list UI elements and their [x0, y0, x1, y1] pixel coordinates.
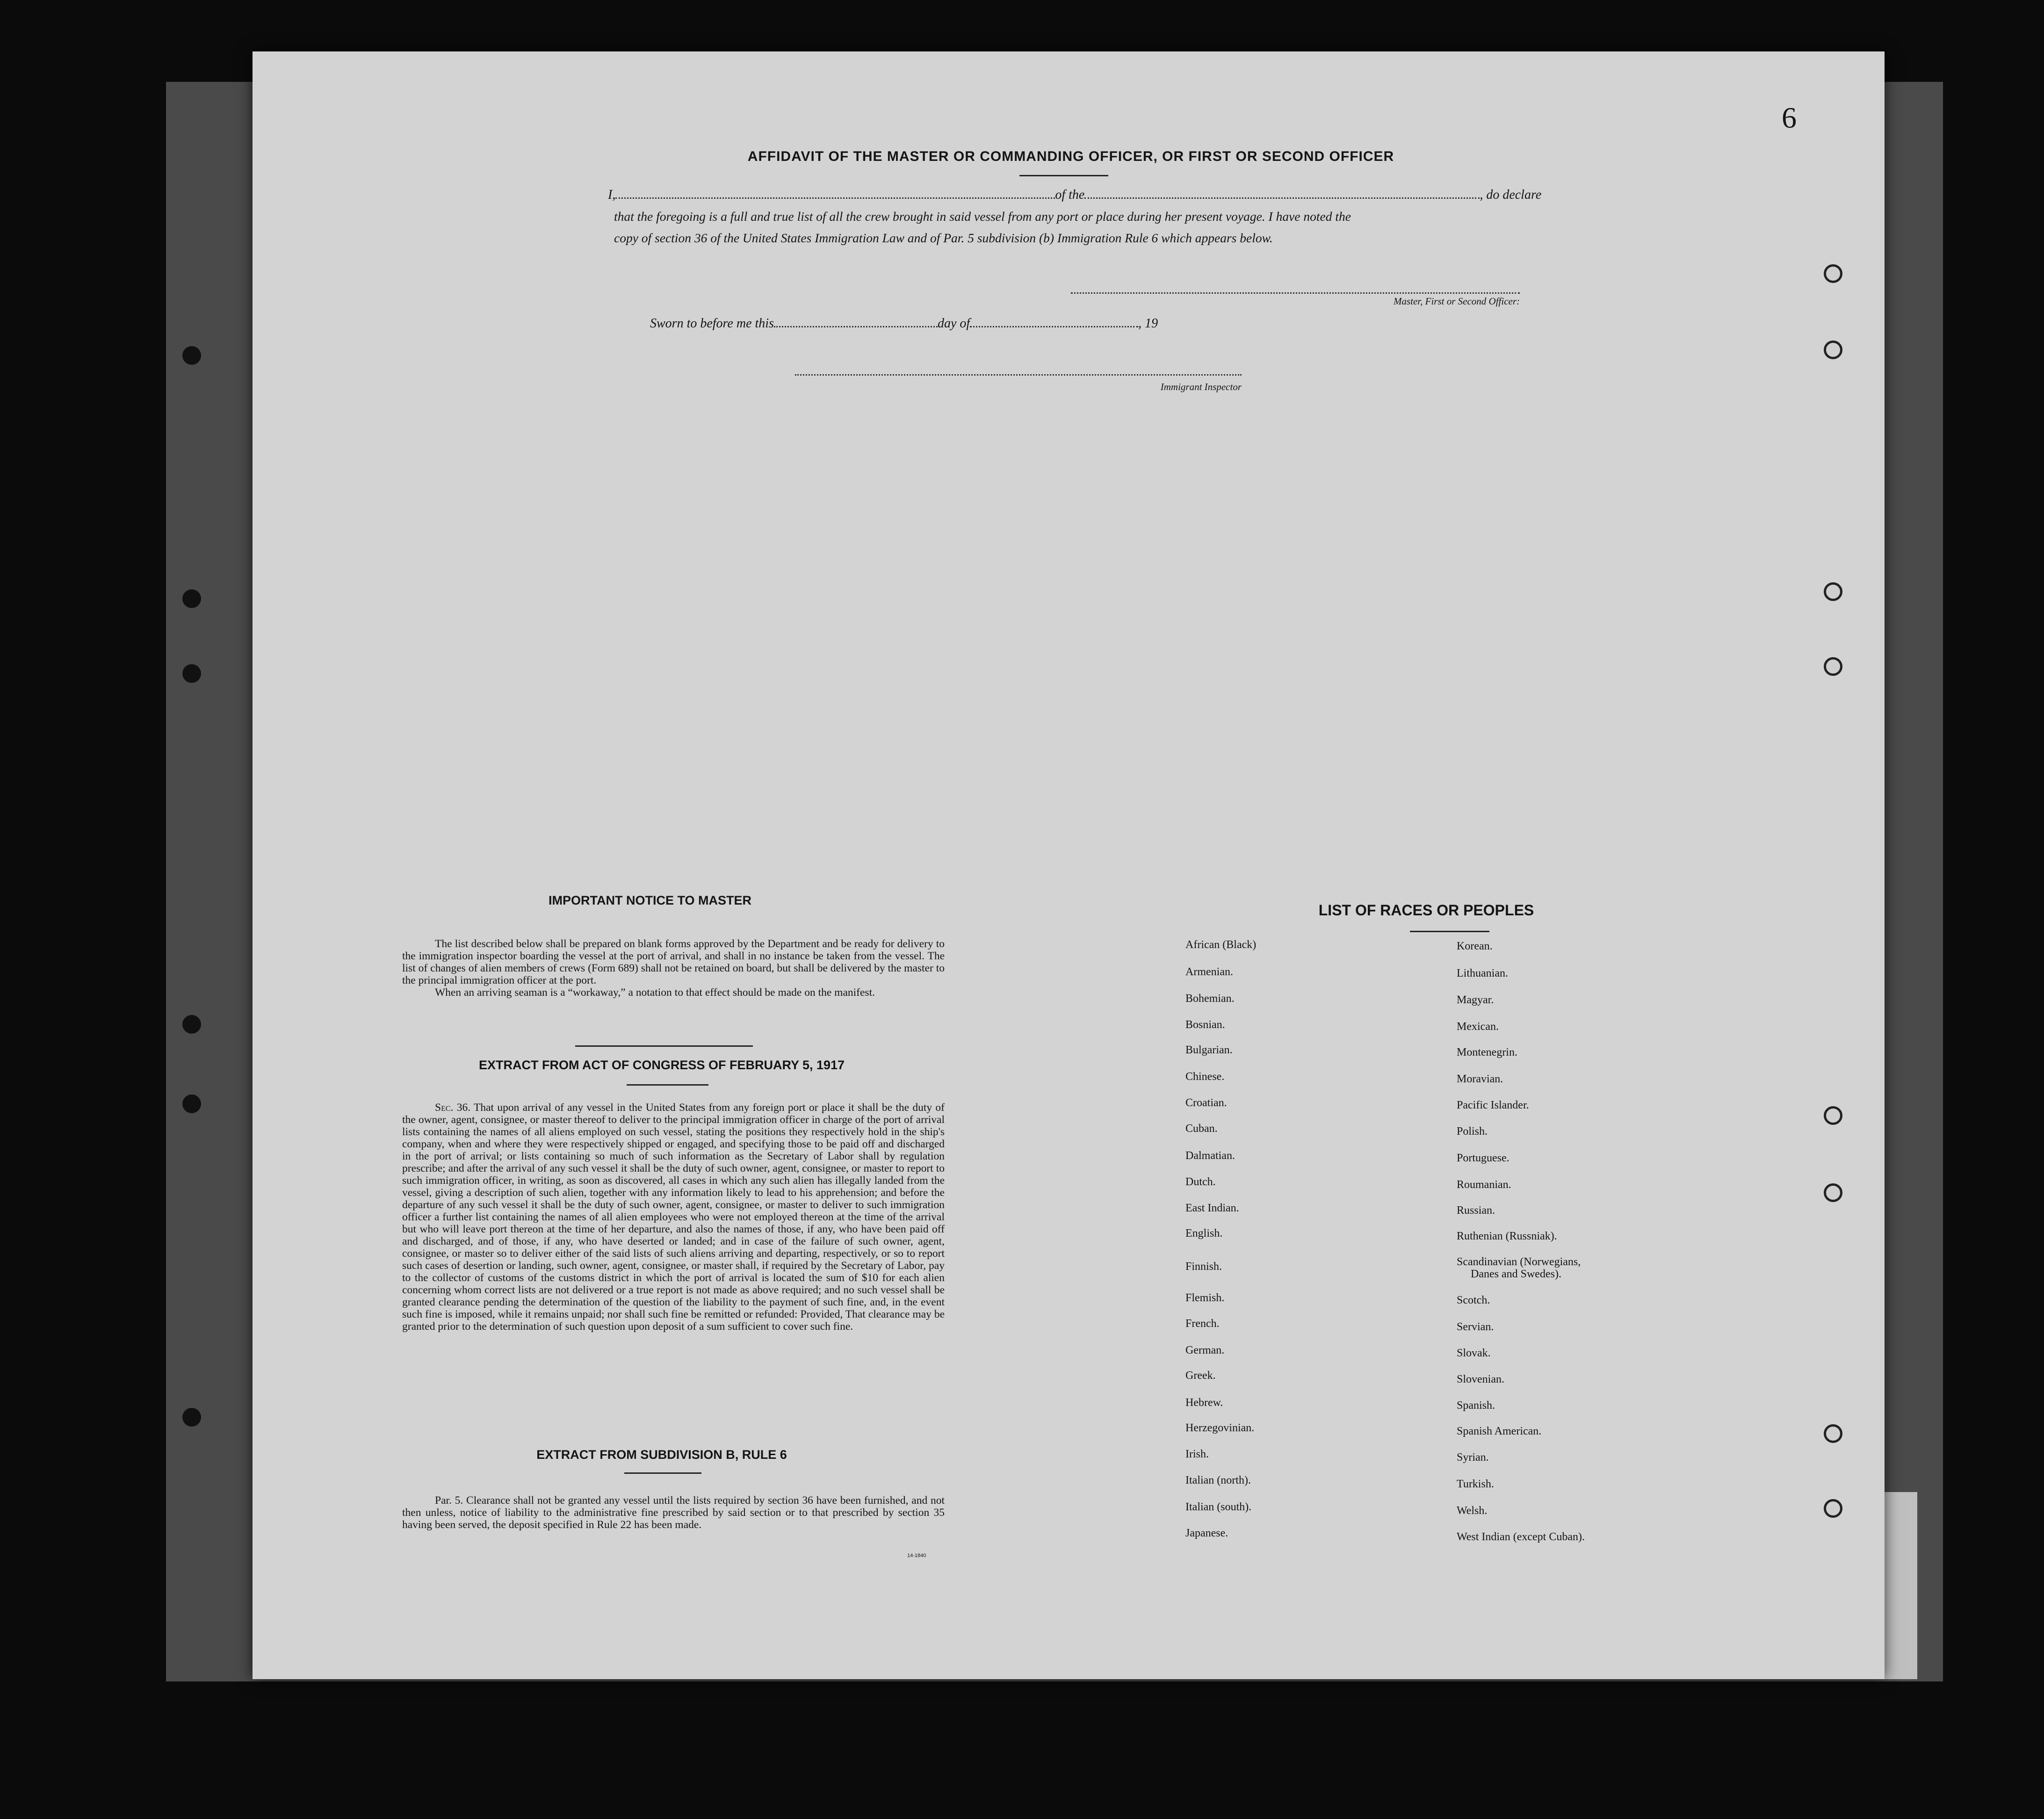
race-item: Pacific Islander.: [1457, 1099, 1529, 1111]
name-blank[interactable]: [615, 187, 1055, 199]
race-item: Syrian.: [1457, 1451, 1489, 1464]
race-item: Turkish.: [1457, 1478, 1494, 1490]
binder-hole: [182, 1015, 201, 1034]
race-item: Bosnian.: [1185, 1019, 1225, 1031]
notice-paragraph-2: When an arriving seaman is a “workaway,” a notation to that effect should be made on the manifest.: [435, 986, 875, 999]
race-item: Herzegovinian.: [1185, 1422, 1255, 1434]
binder-ring: [1824, 657, 1842, 676]
race-item: French.: [1185, 1318, 1220, 1330]
inspector-signature-line[interactable]: [795, 374, 1242, 376]
rule-extract-title: EXTRACT FROM SUBDIVISION B, RULE 6: [536, 1448, 787, 1462]
rule-extract-paragraph: Par. 5. Clearance shall not be granted any vessel until the lists required by section 36 have been furnished, and not then unless, notice of liability to the administrative fine prescribed by said section or to that prescribed by section 35 having been served, the deposit specified in Rule 22 has been made.: [402, 1494, 945, 1531]
notice-body: [402, 938, 945, 999]
race-item: Spanish American.: [1457, 1425, 1542, 1437]
declaration-end: , do declare: [1480, 188, 1542, 202]
act-extract-title: EXTRACT FROM ACT OF CONGRESS OF FEBRUARY 5, 1917: [478, 1058, 845, 1072]
affidavit-title: AFFIDAVIT OF THE MASTER OR COMMANDING OFFICER, OR FIRST OR SECOND OFFICER: [747, 149, 1394, 164]
notice-title: IMPORTANT NOTICE TO MASTER: [549, 893, 751, 907]
notice-paragraph-1: The list described below shall be prepared on blank forms approved by the Department and be ready for delivery to the immigration inspector boarding the vessel at the port of arrival, and shall in no instance be taken from the vessel. The list of changes of alien members of crews (Form 689) shall not be retained on board, but shall be delivered by the master to the principal immigration officer at the port.: [402, 938, 945, 986]
vessel-blank[interactable]: [1084, 187, 1480, 199]
race-item: English.: [1185, 1227, 1223, 1239]
race-item: Ruthenian (Russniak).: [1457, 1230, 1557, 1242]
section-36-text: That upon arrival of any vessel in the United States from any foreign port or place it shall be the duty of the owner, agent, consignee, or master thereof to deliver to the principal immigration officer in charge of the port of arrival lists containing the names of all aliens employed on such vessel, stating the positions they respectively hold in the ship's company, when and where they were respectively shipped or engaged, and specifying those to be paid off and discharged in the port of arrival; or lists containing so much of such information as the Secretary of Labor shall by regulation prescribe; and after the arrival of any such vessel it shall be the duty of such owner, agent, consignee, or master to report to such immigration officer, in writing, as soon as discovered, all cases in which any such alien has illegally landed from the vessel, giving a description of such alien, together with any information likely to lead to his apprehension; and before the departure of any such vessel it shall be the duty of such owner, agent, consignee, or master to deliver to such immigration officer a further list containing the names of all alien employees who were not employed thereon at the time of the arrival but who will leave port thereon at the time of her departure, and also the names of those, if any, who have been paid off and discharged, and of those, if any, who have deserted or landed; and in case of the failure of such owner, agent, consignee, or master so to deliver either of the said lists of such aliens arriving and departing, respectively, or so to report such cases of desertion or landing, such owner, agent, consignee, or master shall, if required by the Secretary of Labor, pay to the collector of customs of the customs district in which the port of arrival is located the sum of $10 for each alien concerning whom correct lists are not delivered or a true report is not made as above required; and no such vessel shall be granted clearance pending the determination of the question of the liability to the payment of such fine, and, in the event such fine is imposed, while it remains unpaid; nor shall such fine be remitted or refunded: Provided, That clearance may be granted prior to the determination of such question upon deposit of a sum sufficient to cover such fine.: [402, 1102, 945, 1333]
race-item: Welsh.: [1457, 1505, 1488, 1517]
sworn-start: Sworn to before me this: [650, 316, 774, 331]
race-item: Dalmatian.: [1185, 1150, 1235, 1162]
binder-ring: [1824, 1183, 1842, 1202]
race-item: Servian.: [1457, 1321, 1494, 1333]
race-item: Croatian.: [1185, 1097, 1227, 1109]
form-number: 14-1840: [907, 1553, 926, 1558]
race-item: African (Black): [1185, 939, 1257, 951]
race-item: Montenegrin.: [1457, 1046, 1517, 1058]
divider: [1019, 175, 1108, 176]
race-item: Polish.: [1457, 1125, 1488, 1138]
month-blank[interactable]: [970, 316, 1138, 327]
declaration-line: [608, 187, 1541, 203]
page-mark: 6: [1782, 101, 1797, 134]
race-item: Irish.: [1185, 1448, 1209, 1460]
declaration-line-2: that the foregoing is a full and true list of all the crew brought in said vessel from any port or place during her present voyage. I have noted the: [614, 209, 1351, 224]
signature-label: Master, First or Second Officer:: [1393, 296, 1520, 307]
race-item: Bulgarian.: [1185, 1044, 1233, 1056]
race-item: Cuban.: [1185, 1123, 1218, 1135]
binder-hole: [182, 346, 201, 365]
divider: [575, 1045, 753, 1047]
inspector-label: Immigrant Inspector: [1160, 381, 1242, 392]
race-item: Slovak.: [1457, 1347, 1491, 1359]
race-item: Lithuanian.: [1457, 967, 1508, 979]
race-item: Spanish.: [1457, 1399, 1495, 1412]
race-item: Portuguese.: [1457, 1152, 1510, 1164]
race-item: Hebrew.: [1185, 1397, 1223, 1409]
form-sheet: [253, 51, 1885, 1679]
sworn-line: [650, 316, 1158, 331]
race-item: Flemish.: [1185, 1292, 1225, 1304]
race-item: Dutch.: [1185, 1176, 1216, 1188]
declaration-line-3: copy of section 36 of the United States Immigration Law and of Par. 5 subdivision (b) Immigration Rule 6 which appears below.: [614, 231, 1273, 245]
binder-ring: [1824, 1106, 1842, 1125]
binder-ring: [1824, 264, 1842, 283]
declaration-mid: of the: [1055, 188, 1085, 202]
binder-ring: [1824, 341, 1842, 359]
binder-ring: [1824, 1424, 1842, 1443]
race-item: Russian.: [1457, 1204, 1495, 1217]
act-extract-body: [402, 1102, 945, 1333]
race-item: Scotch.: [1457, 1294, 1490, 1306]
binder-ring: [1824, 582, 1842, 601]
section-label: Sec. 36.: [435, 1102, 471, 1114]
races-title: LIST OF RACES OR PEOPLES: [1318, 902, 1534, 919]
race-item: Slovenian.: [1457, 1373, 1504, 1385]
sworn-mid: day of: [937, 316, 970, 331]
divider: [624, 1472, 701, 1474]
signature-blank[interactable]: [1071, 292, 1520, 294]
race-item: Scandinavian (Norwegians,: [1457, 1256, 1581, 1268]
race-item: Chinese.: [1185, 1071, 1225, 1083]
race-item: Magyar.: [1457, 994, 1494, 1006]
race-item: Finnish.: [1185, 1261, 1222, 1273]
race-item: Armenian.: [1185, 966, 1233, 978]
race-item: Korean.: [1457, 940, 1493, 952]
race-item: Danes and Swedes).: [1471, 1268, 1561, 1280]
day-blank[interactable]: [774, 316, 938, 327]
race-item: East Indian.: [1185, 1202, 1239, 1214]
race-item: Greek.: [1185, 1370, 1216, 1382]
race-item: Moravian.: [1457, 1073, 1503, 1085]
race-item: West Indian (except Cuban).: [1457, 1531, 1585, 1543]
binder-ring: [1824, 1499, 1842, 1518]
declaration-start: I,: [608, 188, 616, 202]
race-item: Roumanian.: [1457, 1179, 1511, 1191]
divider: [627, 1084, 708, 1086]
binder-hole: [182, 1408, 201, 1427]
race-item: Japanese.: [1185, 1527, 1228, 1539]
race-item: Italian (south).: [1185, 1501, 1252, 1513]
binder-hole: [182, 589, 201, 608]
binder-hole: [182, 1094, 201, 1113]
sworn-end: , 19: [1138, 316, 1158, 331]
race-item: German.: [1185, 1344, 1225, 1356]
race-item: Italian (north).: [1185, 1474, 1251, 1486]
divider: [1410, 931, 1489, 932]
race-item: Bohemian.: [1185, 993, 1235, 1005]
race-item: Mexican.: [1457, 1021, 1499, 1033]
rule-extract-body: [402, 1494, 945, 1531]
binder-hole: [182, 664, 201, 683]
